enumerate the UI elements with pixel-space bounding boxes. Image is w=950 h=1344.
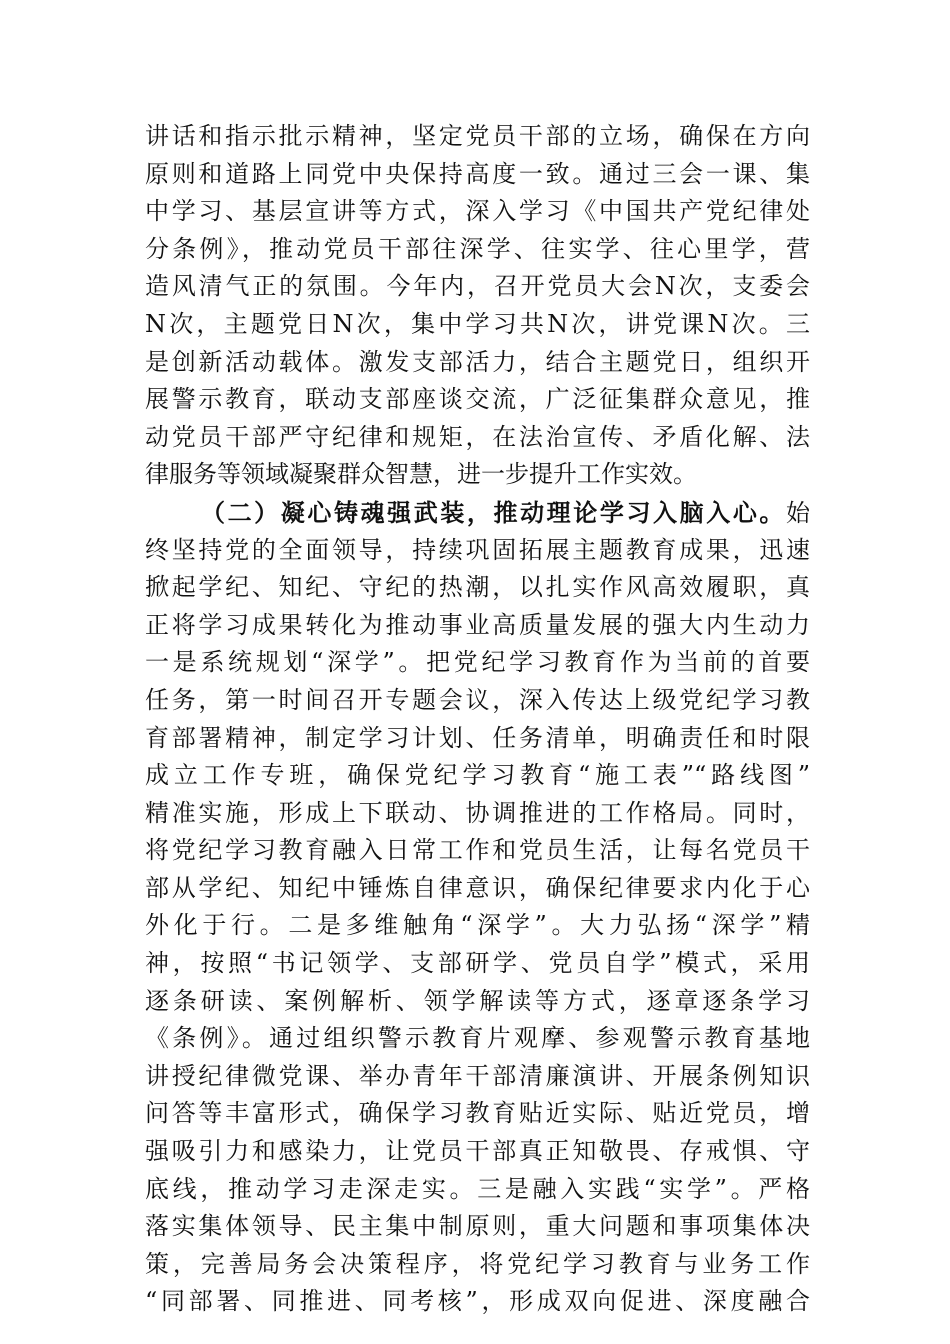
text-line: 外化于行。二是多维触角“深学”。大力弘扬“深学”精	[145, 911, 810, 940]
text-line: 问答等丰富形式，确保学习教育贴近实际、贴近党员，增	[145, 1099, 810, 1128]
text-line: 策，完善局务会决策程序，将党纪学习教育与业务工作	[145, 1249, 810, 1278]
text-line: 分条例》，推动党员干部往深学、往实学、往心里学，营	[145, 234, 810, 263]
section-heading: （二）凝心铸魂强武装，推动理论学习入脑入心。	[201, 497, 786, 527]
text-line: 原则和道路上同党中央保持高度一致。通过三会一课、集	[145, 159, 810, 188]
text-line: 是创新活动载体。激发支部活力，结合主题党日，组织开	[145, 347, 810, 376]
text-line: 逐条研读、案例解析、领学解读等方式，逐章逐条学习	[145, 986, 810, 1015]
text-line: N次，主题党日N次，集中学习共N次，讲党课N次。三	[145, 309, 810, 338]
text-line: 律服务等领域凝聚群众智慧，进一步提升工作实效。	[145, 460, 697, 489]
text-line: 正将学习成果转化为推动事业高质量发展的强大内生动力	[145, 610, 810, 639]
heading-continuation: 始	[786, 498, 810, 527]
text-line: 讲话和指示批示精神，坚定党员干部的立场，确保在方向	[145, 122, 810, 150]
text-line: 掀起学纪、知纪、守纪的热潮，以扎实作风高效履职，真	[145, 573, 810, 602]
text-line: 讲授纪律微党课、举办青年干部清廉演讲、开展条例知识	[145, 1061, 810, 1090]
text-line: 落实集体领导、民主集中制原则，重大问题和事项集体决	[145, 1212, 810, 1241]
text-line: 精准实施，形成上下联动、协调推进的工作格局。同时，	[145, 798, 810, 827]
text-line: 底线，推动学习走深走实。三是融入实践“实学”。严格	[145, 1174, 810, 1203]
section-heading-line	[145, 494, 810, 532]
text-line: 任务，第一时间召开专题会议，深入传达上级党纪学习教	[145, 685, 810, 714]
text-line: 中学习、基层宣讲等方式，深入学习《中国共产党纪律处	[145, 197, 810, 226]
text-line: 展警示教育，联动支部座谈交流，广泛征集群众意见，推	[145, 385, 810, 414]
text-line: 《条例》。通过组织警示教育片观摩、参观警示教育基地	[145, 1024, 810, 1053]
text-line: 成立工作专班，确保党纪学习教育“施工表”“路线图”	[145, 761, 810, 790]
text-line: 强吸引力和感染力，让党员干部真正知敬畏、存戒惧、守	[145, 1137, 810, 1166]
text-line: 部从学纪、知纪中锤炼自律意识，确保纪律要求内化于心	[145, 873, 810, 902]
text-line: 一是系统规划“深学”。把党纪学习教育作为当前的首要	[145, 648, 810, 677]
text-line: 动党员干部严守纪律和规矩，在法治宣传、矛盾化解、法	[145, 422, 810, 451]
text-line: 将党纪学习教育融入日常工作和党员生活，让每名党员干	[145, 836, 810, 865]
text-line: “同部署、同推进、同考核”，形成双向促进、深度融合	[145, 1287, 810, 1316]
text-line: 育部署精神，制定学习计划、任务清单，明确责任和时限	[145, 723, 810, 752]
body-text	[145, 118, 810, 1321]
text-line: 神，按照“书记领学、支部研学、党员自学”模式，采用	[145, 949, 810, 978]
text-line: 造风清气正的氛围。今年内，召开党员大会N次，支委会	[145, 272, 810, 301]
text-line: 终坚持党的全面领导，持续巩固拓展主题教育成果，迅速	[145, 535, 810, 564]
